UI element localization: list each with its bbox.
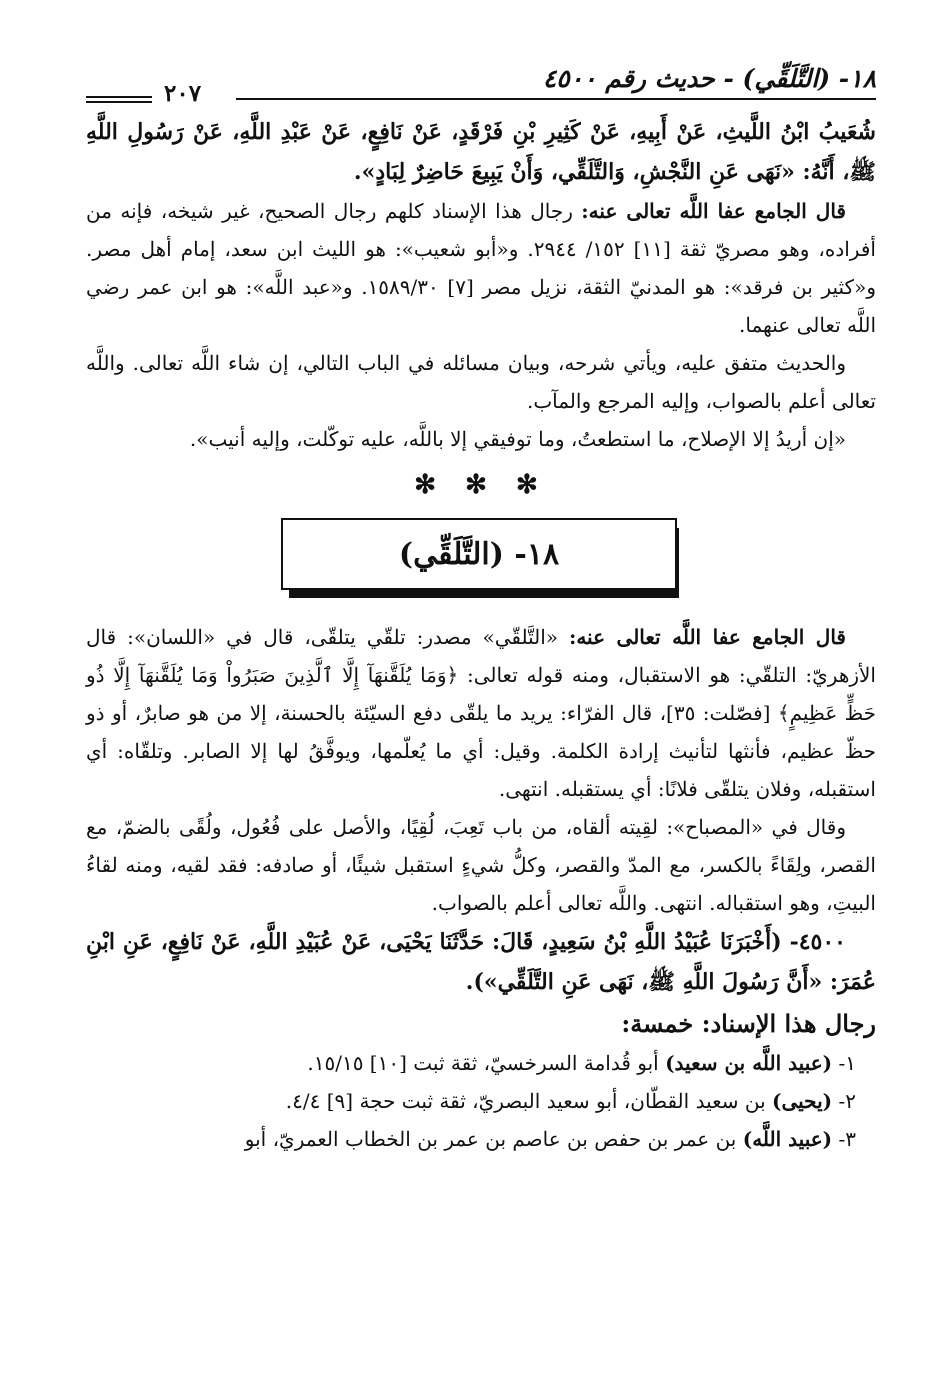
narrator-item <box>86 1120 876 1158</box>
paragraph-lead: قال الجامع عفا اللَّه تعالى عنه: <box>581 199 846 223</box>
narrators-subheading: رجال هذا الإسناد: خمسة: <box>621 1009 876 1038</box>
intro-hadith: شُعَيبُ ابْنُ اللَّيثِ، عَنْ أَبِيهِ، عَنْ كَثِيرِ بْنِ فَرْقَدٍ، عَنْ نَافِعٍ، عَنْ عَبْدِ اللَّهِ، عَنْ رَسُولِ اللَّهِ ﷺ، أَنَّهُ: «نَهَى عَنِ النَّجْشِ، وَالتَّلَقِّي، وَأَنْ يَبِيعَ حَاضِرٌ لِبَادٍ». <box>86 119 876 185</box>
header-double-rule <box>86 96 152 106</box>
narrator-name: (عبيد اللَّه بن سعيد) <box>665 1051 833 1075</box>
page-number: ٢٠٧ <box>164 80 202 107</box>
paragraph-body: «التَّلقّي» مصدر: تلقّي يتلقّى، قال في «اللسان»: قال الأزهريّ: التلقّي: هو الاستقبال، ومنه قوله تعالى: ﴿وَمَا يُلَقَّنهَآ إِلَّا ٱلَّذِينَ صَبَرُواْ وَمَا يُلَقَّنهَآ إِلَّا ذُو حَظٍّ عَظِيمٍ﴾ [فصّلت: ٣٥]، قال الفرّاء: يريد ما يلقّى دفع السيّئة بالحسنة، إلا من هو صابرٌ، أو ذو حظّ عظيم، فأنثها لتأنيث إرادة الكلمة. وقيل: أي ما يُعلّمها، ويوفَّقُ لها إلا الصابر. وتلقّاه: أي استقبله، وفلان يتلقّى فلانًا: أي يستقبله. انتهى. <box>86 625 877 801</box>
hadith-4500: ٤٥٠٠- (أَخْبَرَنَا عُبَيْدُ اللَّهِ بْنُ سَعِيدٍ، قَالَ: حَدَّثَنَا يَحْيَى، عَنْ عُبَيْدِ اللَّهِ، عَنْ نَافِعٍ، عَنِ ابْنِ عُمَرَ: «أَنَّ رَسُولَ اللَّهِ ﷺ، نَهَى عَنِ التَّلَقِّي»). <box>86 929 876 995</box>
paragraph-definition <box>86 618 876 808</box>
paragraph-lead: قال الجامع عفا اللَّه تعالى عنه: <box>568 625 846 649</box>
paragraph-isnad-note <box>86 192 876 344</box>
narrator-item <box>86 1044 876 1082</box>
narrator-text: بن عمر بن حفص بن عاصم بن عمر بن الخطاب العمريّ، أبو <box>244 1127 743 1151</box>
narrator-number: ٢- <box>838 1089 856 1113</box>
running-header <box>86 58 876 112</box>
paragraph-closing-quote: «إن أريدُ إلا الإصلاح، ما استطعتُ، وما توفيقي إلا باللَّه، عليه توكّلت، وإليه أنيب». <box>189 427 846 451</box>
narrator-text: أبو قُدامة السرخسيّ، ثقة ثبت [١٠] ١٥/١٥. <box>307 1051 666 1075</box>
narrator-number: ١- <box>838 1051 856 1075</box>
chapter-title-box <box>281 518 681 596</box>
narrator-item <box>86 1082 876 1120</box>
narrator-name: (عبيد اللَّه) <box>742 1127 833 1151</box>
narrator-text: بن سعيد القطّان، أبو سعيد البصريّ، ثقة ثبت حجة [٩] ٤/٤. <box>285 1089 773 1113</box>
header-rule <box>236 98 876 100</box>
paragraph-body: رجال هذا الإسناد كلهم رجال الصحيح، غير شيخه، فإنه من أفراده، وهو مصريّ ثقة [١١] ١٥٢/ ٢٩٤٤. و«أبو شعيب»: هو الليث ابن سعد، إمام أهل مصر. و«كثير بن فرقد»: هو المدنيّ الثقة، نزيل مصر [٧] ١٥٨٩/٣٠. و«عبد اللَّه»: هو ابن عمر رضي اللَّه تعالى عنهما. <box>86 199 876 337</box>
narrator-name: (يحيى) <box>772 1089 833 1113</box>
paragraph-hadith-status: والحديث متفق عليه، ويأتي شرحه، وبيان مسائله في الباب التالي، إن شاء اللَّه تعالى. واللَّه تعالى أعلم بالصواب، وإليه المرجع والمآب. <box>86 351 876 413</box>
narrator-number: ٣- <box>838 1127 856 1151</box>
document-page <box>86 58 876 1158</box>
header-title: ١٨- (التَّلَقِّي) - حديث رقم ٤٥٠٠ <box>542 64 876 93</box>
section-separator: ✻ ✻ ✻ <box>414 470 548 500</box>
chapter-title: ١٨- (التَّلَقِّي) <box>281 518 677 590</box>
paragraph-misbah: وقال في «المصباح»: لقِيته ألقاه، من باب تَعِبَ، لُقِيًا، والأصل على فُعُول، ولُقًى بالضمّ، مع القصر، ولِقَاءً بالكسر، مع المدّ والقصر، وكلُّ شيءٍ استقبل شيئًا، أو صادفه: فقد لقيه، ومنه لقاءُ البيتِ، وهو استقباله. انتهى. واللَّه تعالى أعلم بالصواب. <box>86 815 876 915</box>
